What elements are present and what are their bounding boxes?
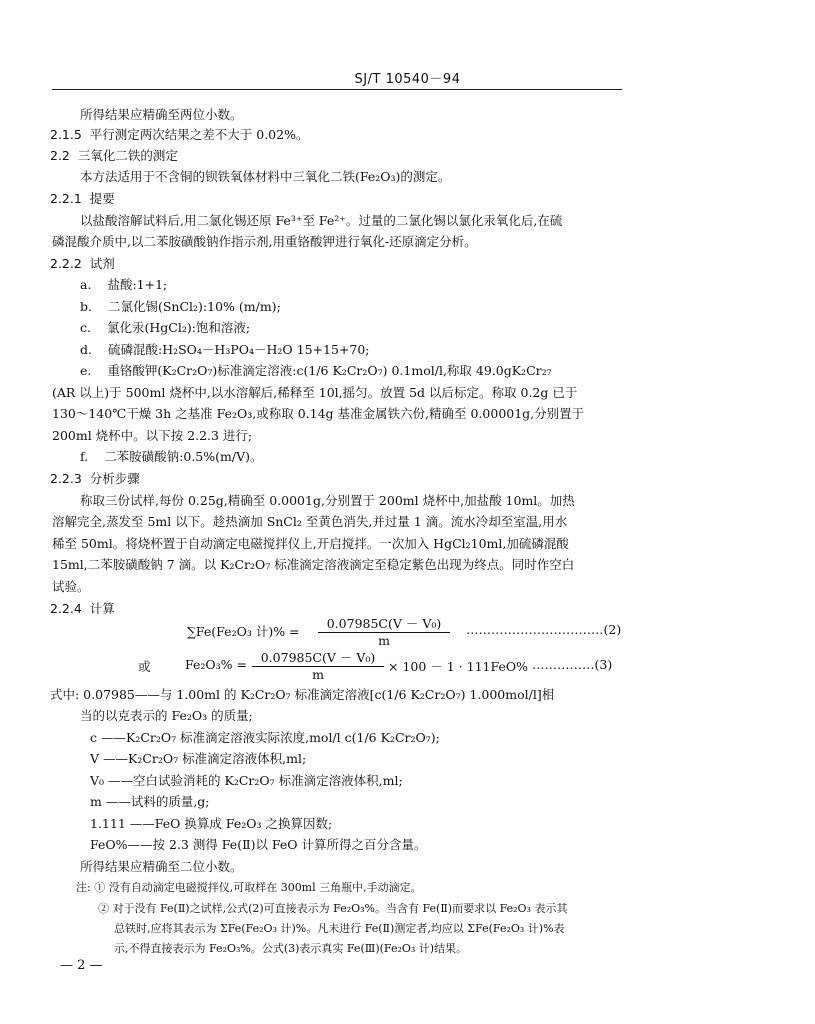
- section-2-2-description: 本方法适用于不含铜的钡铁氧体材料中三氧化二铁(Fe₂O₃)的测定。: [80, 169, 451, 184]
- note-1: 注: ① 没有自动滴定电磁搅拌仪,可取样在 300ml 三角瓶中,手动滴定。: [76, 881, 422, 894]
- reagent-f: [80, 448, 262, 466]
- section-2-2-3-heading: [50, 470, 140, 488]
- reagent-e: [80, 362, 552, 380]
- item-text: 硫磷混酸:H₂SO₄－H₃PO₄－H₂O 15+15+70;: [107, 342, 370, 357]
- formula-2-numerator: 0.07985C(V － V₀): [318, 614, 450, 633]
- section-text: 平行测定两次结果之差不大于 0.02%。: [89, 127, 309, 142]
- standard-number: SJ/T 10540－94: [354, 72, 461, 87]
- where-line-v0: V₀ ——空白试验消耗的 K₂Cr₂O₇ 标准滴定溶液体积,ml;: [90, 773, 403, 788]
- summary-line-2: 磷混酸介质中,以二苯胺磺酸钠作指示剂,用重铬酸钾进行氧化-还原滴定分析。: [52, 234, 477, 249]
- item-marker: e.: [80, 363, 92, 378]
- page-number: — 2 —: [60, 958, 103, 973]
- formula-3-number: ……………(3): [532, 657, 613, 672]
- formula-2-fraction: [318, 614, 450, 648]
- procedure-line-1: 称取三份试样,每份 0.25g,精确至 0.0001g,分别置于 200ml 烧杯中,加盐酸 10ml。加热: [80, 493, 575, 508]
- note-2-line-3: 示,不得直接表示为 Fe₂O₃%。公式(3)表示真实 Fe(Ⅲ)(Fe₂O₃ 计)结果。: [114, 942, 468, 955]
- where-line-feo: FeO%——按 2.3 测得 Fe(Ⅱ)以 FeO 计算所得之百分含量。: [90, 837, 427, 852]
- reagent-c: [80, 319, 250, 337]
- section-2-2-2-heading: [50, 255, 115, 273]
- note-2-line-2: 总铁时,应将其表示为 ΣFe(Fe₂O₃ 计)%。凡未进行 Fe(Ⅱ)测定者,均应以 ΣFe(Fe₂O₃ 计)%表: [114, 922, 565, 935]
- note-2-line-1: ② 对于没有 Fe(Ⅱ)之试样,公式(2)可直接表示为 Fe₂O₃%。当含有 Fe(Ⅱ)而要求以 Fe₂O₃ 表示其: [98, 902, 568, 915]
- section-number: 2.1.5: [50, 127, 82, 142]
- section-title: 三氧化二铁的测定: [77, 148, 178, 163]
- item-marker: d.: [80, 342, 92, 357]
- reagent-e-line-4: 200ml 烧杯中。以下按 2.2.3 进行;: [52, 428, 253, 443]
- section-number: 2.2: [50, 148, 70, 163]
- section-title: 试剂: [89, 256, 115, 271]
- where-line-c: c ——K₂Cr₂O₇ 标准滴定溶液实际浓度,mol/l c(1/6 K₂Cr₂O₇);: [90, 730, 440, 745]
- formula-3-denominator: m: [312, 667, 324, 682]
- procedure-line-3: 稀至 50ml。将烧杯置于自动滴定电磁搅拌仪上,开启搅拌。一次加入 HgCl₂10ml,加硫磷混酸: [52, 536, 569, 551]
- procedure-line-5: 试验。: [52, 579, 90, 594]
- section-2-2-heading: [50, 147, 178, 165]
- formula-2-denominator: m: [378, 633, 390, 648]
- procedure-line-4: 15ml,二苯胺磺酸钠 7 滴。以 K₂Cr₂O₇ 标准滴定溶液滴定至稳定紫色出现为终点。同时作空白: [52, 557, 575, 572]
- item-marker: b.: [80, 299, 92, 314]
- summary-line-1: 以盐酸溶解试料后,用二氯化锡还原 Fe³⁺至 Fe²⁺。过量的二氯化锡以氯化汞氧化后,在硫: [80, 213, 563, 228]
- reagent-d: [80, 341, 370, 359]
- item-text: 二苯胺磺酸钠:0.5%(m/V)。: [104, 449, 263, 464]
- formula-3-tail: × 100 － 1 · 111FeO%: [388, 659, 528, 674]
- section-number: 2.2.3: [50, 471, 82, 486]
- where-line-v: V ——K₂Cr₂O₇ 标准滴定溶液体积,ml;: [90, 751, 307, 766]
- formula-2-number: ……………………………(2): [466, 622, 622, 637]
- formula-3-or: 或: [138, 659, 151, 674]
- item-text: 盐酸:1+1;: [107, 277, 168, 292]
- section-title: 计算: [89, 601, 115, 616]
- item-marker: f.: [80, 449, 89, 464]
- item-text: 重铬酸钾(K₂Cr₂O₇)标准滴定溶液:c(1/6 K₂Cr₂O₇) 0.1mol/l,称取 49.0gK₂Cr₂₇: [107, 363, 552, 378]
- formula-3-lhs: Fe₂O₃% =: [185, 657, 247, 672]
- result-precision-note: 所得结果应精确至两位小数。: [80, 107, 243, 122]
- item-text: 氯化汞(HgCl₂):饱和溶液;: [106, 320, 251, 335]
- where-line-m: m ——试料的质量,g;: [90, 794, 210, 809]
- reagent-b: [80, 298, 281, 316]
- reagent-e-line-2: (AR 以上)于 500ml 烧杯中,以水溶解后,稀释至 10l,摇匀。放置 5d 以后标定。称取 0.2g 已于: [52, 385, 578, 400]
- section-number: 2.2.1: [50, 191, 82, 206]
- item-marker: a.: [80, 277, 92, 292]
- item-marker: c.: [80, 320, 91, 335]
- section-2-2-1-heading: [50, 190, 115, 208]
- item-text: 二氯化锡(SnCl₂):10% (m/m);: [107, 299, 281, 314]
- section-2-1-5: [50, 126, 308, 144]
- formula-3-fraction: [252, 648, 384, 682]
- section-number: 2.2.4: [50, 601, 82, 616]
- where-line-2: 当的以克表示的 Fe₂O₃ 的质量;: [80, 708, 253, 723]
- formula-2-lhs: ∑Fe(Fe₂O₃ 计)% =: [187, 624, 300, 639]
- section-number: 2.2.2: [50, 256, 82, 271]
- section-title: 提要: [89, 191, 115, 206]
- formula-3-numerator: 0.07985C(V － V₀): [252, 648, 384, 667]
- where-line-factor: 1.111 ——FeO 换算成 Fe₂O₃ 之换算因数;: [90, 816, 333, 831]
- section-title: 分析步骤: [89, 471, 140, 486]
- header-rule: [52, 89, 622, 90]
- reagent-e-line-3: 130～140℃干燥 3h 之基准 Fe₂O₃,或称取 0.14g 基准金属铁六份,精确至 0.00001g,分别置于: [52, 406, 585, 421]
- result-precision-note-2: 所得结果应精确至二位小数。: [80, 859, 243, 874]
- where-line-1: 式中: 0.07985——与 1.00ml 的 K₂Cr₂O₇ 标准滴定溶液[c(1/6 K₂Cr₂O₇) 1.000mol/l]相: [50, 687, 555, 702]
- section-2-2-4-heading: [50, 600, 115, 618]
- procedure-line-2: 溶解完全,蒸发至 5ml 以下。趁热滴加 SnCl₂ 至黄色消失,并过量 1 滴。流水冷却至室温,用水: [52, 514, 568, 529]
- reagent-a: [80, 276, 167, 294]
